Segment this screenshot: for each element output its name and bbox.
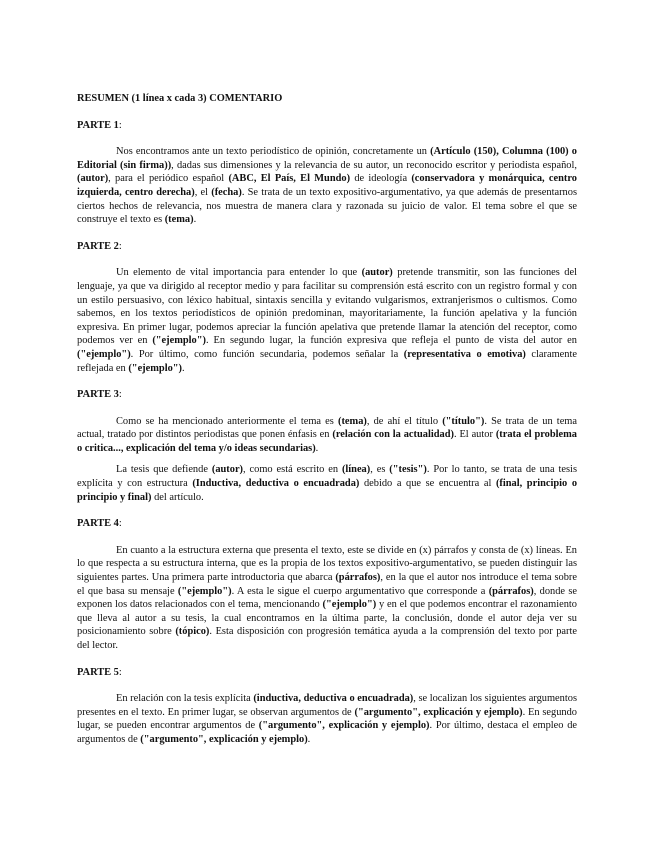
paragraph-text: de ideología [350, 173, 412, 185]
paragraph-text: En cuanto a la estructura externa que presenta el texto, este se divide en (x) párrafos y consta de (x) líneas. En lo que respecta a su estructura interna, que es la propia de los textos expositivo-argumentativo, se pueden distinguir las siguientes partes. Una primera parte introductoria que abarca [77, 544, 577, 584]
placeholder-bold: ("ejemplo") [152, 335, 206, 347]
paragraph-text: debido a que se encuentra al [359, 478, 496, 490]
paragraph-text: , el [194, 186, 212, 198]
paragraph-text: . [315, 442, 319, 454]
paragraph-text: . Esta disposición con progresión temática ayuda a la comprensión del texto por parte del lector. [77, 626, 577, 651]
paragraph-text: , es [370, 464, 390, 476]
placeholder-bold: ("ejemplo") [77, 348, 131, 360]
paragraph-text: . Se trata de un texto expositivo-argumentativo, ya que además de presentarnos ciertos hechos de relevancia, nos muestra de manera clara y razonada su juicio de valor. El tema sobre el que se construye el texto es [77, 186, 577, 226]
paragraph-text: , dadas sus dimensiones y la relevancia de su autor, un reconocido escritor y periodista español, [171, 159, 577, 171]
section-heading-label: PARTE 1 [77, 119, 119, 131]
heading-colon: : [118, 666, 122, 678]
paragraph-text: del artículo. [151, 491, 204, 503]
paragraph-text: y en el que podemos encontrar el razonamiento que lleva al autor a su tesis, la cual encontramos en la última parte, la conclusión, donde el autor deja ver su posicionamiento sobre [77, 599, 577, 638]
paragraph-text: . Por lo tanto, se trata de una tesis explícita y con estructura [77, 464, 577, 490]
section-heading-label: PARTE 4 [77, 518, 119, 530]
section-heading [77, 119, 577, 133]
paragraph-text: pretende transmitir, son las funciones del lenguaje, ya que va dirigido al receptor medio y para facilitar su comprensión está escrito con un registro formal y con un estilo persuasivo, con léxico habitual, sintaxis sencilla y evitando vulgarismos, extranjerismos o cultismos. Como sabemos, en los textos periodísticos de opinión predominan, mayoritariamente, la función apelativa y la función expresiva. En primer lugar, podemos apreciar la función apelativa que pretende llamar la atención del receptor, como podemos ver en [77, 267, 577, 347]
paragraph-text: Un elemento de vital importancia para entender lo que [116, 267, 362, 279]
placeholder-bold: (tópico) [175, 626, 210, 638]
paragraph-text: . [307, 733, 311, 745]
placeholder-bold: (Inductiva, deductiva o encuadrada) [192, 478, 360, 490]
paragraph-text: . Por último, destaca el empleo de argumentos de [77, 720, 578, 745]
document-title: RESUMEN (1 línea x cada 3) COMENTARIO [77, 93, 283, 104]
placeholder-bold: ("ejemplo") [177, 585, 232, 597]
heading-colon: : [118, 389, 122, 401]
placeholder-bold: (párrafos) [488, 585, 534, 597]
paragraph-text: , de ahí el título [366, 415, 443, 427]
placeholder-bold: ("tesis") [389, 464, 427, 476]
placeholder-bold: (párrafos) [335, 572, 381, 584]
paragraph-text: , en la que el autor nos introduce el tema sobre el que basa su mensaje [77, 572, 577, 597]
section-heading-label: PARTE 5 [77, 666, 119, 678]
section-paragraph [77, 463, 577, 504]
paragraph-text: , como está escrito en [243, 464, 342, 476]
paragraph-text: claramente reflejada en [77, 348, 577, 374]
paragraph-text: En relación con la tesis explícita [116, 693, 254, 705]
section-heading [77, 666, 577, 680]
paragraph-text: Nos encontramos ante un texto periodístico de opinión, concretamente un [116, 146, 431, 158]
section-heading [77, 517, 577, 531]
section-paragraph [77, 692, 577, 746]
placeholder-bold: ("ejemplo") [128, 362, 183, 374]
paragraph-text: . Por último, como función secundaria, podemos señalar la [130, 348, 404, 360]
section-heading-label: PARTE 3 [77, 389, 119, 401]
placeholder-bold: ("argumento", explicación y ejemplo) [258, 720, 430, 732]
paragraph-text: La tesis que defiende [116, 464, 212, 476]
section-heading [77, 240, 577, 254]
placeholder-bold: (relación con la actualidad) [332, 429, 454, 441]
placeholder-bold: (línea) [341, 464, 371, 476]
placeholder-bold: (autor) [77, 173, 109, 185]
paragraph-text: . [193, 214, 197, 226]
placeholder-bold: ("argumento", explicación y ejemplo) [140, 733, 308, 745]
placeholder-bold: (final, principio o principio y final) [77, 478, 578, 503]
paragraph-text: . Se trata de un tema actual, tratado por distintos periodistas que ponen énfasis en [77, 415, 577, 441]
section-paragraph [77, 266, 577, 375]
placeholder-bold: (tema) [338, 415, 367, 427]
heading-colon: : [118, 240, 122, 252]
placeholder-bold: (tema) [164, 214, 194, 226]
paragraph-text: . En segundo lugar, la función expresiva que refleja el punto de vista del autor en [206, 335, 577, 347]
paragraph-text: , para el periódico español [108, 173, 229, 185]
placeholder-bold: (trata el problema o critica..., explicación del tema y/o ideas secundarias) [77, 429, 577, 454]
paragraph-text: . El autor [453, 429, 496, 441]
placeholder-bold: (autor) [211, 464, 244, 476]
placeholder-bold: (autor) [361, 267, 393, 279]
placeholder-bold: (conservadora y monárquica, centro izquierda, centro derecha) [77, 173, 577, 198]
paragraph-text: , donde se exponen los datos relacionados con el tema, mencionando [77, 585, 578, 611]
placeholder-bold: (inductiva, deductiva o encuadrada) [253, 693, 414, 705]
paragraph-text: . En segundo lugar, se pueden encontrar argumentos de [77, 706, 577, 732]
paragraph-text: . [182, 362, 185, 374]
document-body [77, 92, 577, 760]
section-paragraph [77, 145, 577, 227]
section-paragraph [77, 544, 577, 653]
paragraph-text: Como se ha mencionado anteriormente el tema es [116, 415, 338, 427]
paragraph-text: . A esta le sigue el cuerpo argumentativo que corresponde a [231, 585, 489, 597]
paragraph-text: , se localizan los siguientes argumentos presentes en el texto. En primer lugar, se observan argumentos de [77, 693, 577, 718]
placeholder-bold: (representativa o emotiva) [403, 348, 526, 360]
section-paragraph [77, 415, 577, 456]
placeholder-bold: ("argumento", explicación y ejemplo) [354, 706, 523, 718]
section-heading [77, 388, 577, 402]
placeholder-bold: ("título") [442, 415, 485, 427]
section-heading-label: PARTE 2 [77, 240, 119, 252]
placeholder-bold: (fecha) [211, 186, 242, 198]
heading-colon: : [118, 119, 122, 131]
placeholder-bold: (Artículo (150), Columna (100) o Editorial (sin firma)) [77, 146, 577, 171]
placeholder-bold: (ABC, El País, El Mundo) [228, 173, 351, 185]
heading-colon: : [118, 518, 122, 530]
sections-container [77, 119, 577, 747]
placeholder-bold: ("ejemplo") [322, 599, 377, 611]
